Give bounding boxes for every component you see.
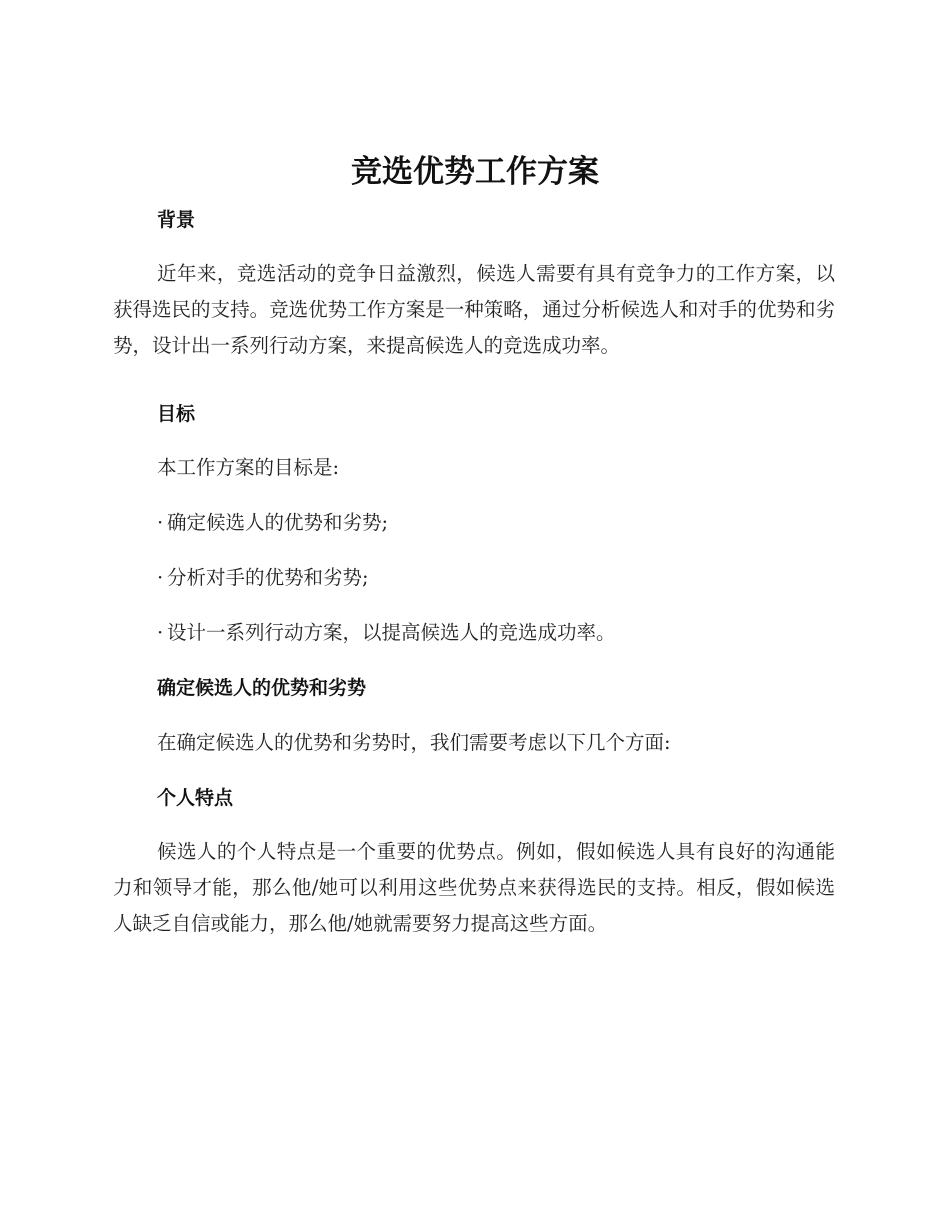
bullet-marker: · bbox=[157, 511, 164, 534]
goal-bullet-1 bbox=[157, 509, 388, 537]
bullet-marker: · bbox=[157, 566, 164, 589]
personal-paragraph: 候选人的个人特点是一个重要的优势点。例如，假如候选人具有良好的沟通能力和领导才能，那么他/她可以利用这些优势点来获得选民的支持。相反，假如候选人缺乏自信或能力，那么他/她就需要努力提高这些方面。 bbox=[113, 840, 835, 935]
goal-bullet-text: 分析对手的优势和劣势; bbox=[167, 566, 369, 589]
goal-bullet-2 bbox=[157, 564, 369, 592]
section-heading-personal: 个人特点 bbox=[157, 787, 234, 809]
background-paragraph: 近年来，竞选活动的竞争日益激烈，候选人需要有具有竞争力的工作方案，以获得选民的支持。竞选优势工作方案是一种策略，通过分析候选人和对手的优势和劣势，设计出一系列行动方案，来提高候选人的竞选成功率。 bbox=[113, 262, 835, 357]
section-heading-background: 背景 bbox=[157, 209, 196, 231]
goal-bullet-3 bbox=[157, 619, 616, 647]
goals-intro: 本工作方案的目标是: bbox=[157, 456, 340, 479]
strengths-intro: 在确定候选人的优势和劣势时，我们需要考虑以下几个方面: bbox=[157, 731, 671, 754]
section-heading-goals: 目标 bbox=[157, 403, 196, 425]
bullet-marker: · bbox=[157, 621, 164, 644]
document-title: 竞选优势工作方案 bbox=[351, 154, 599, 190]
goal-bullet-text: 确定候选人的优势和劣势; bbox=[167, 511, 389, 534]
goal-bullet-text: 设计一系列行动方案，以提高候选人的竞选成功率。 bbox=[167, 621, 616, 644]
section-heading-strengths: 确定候选人的优势和劣势 bbox=[157, 677, 367, 699]
